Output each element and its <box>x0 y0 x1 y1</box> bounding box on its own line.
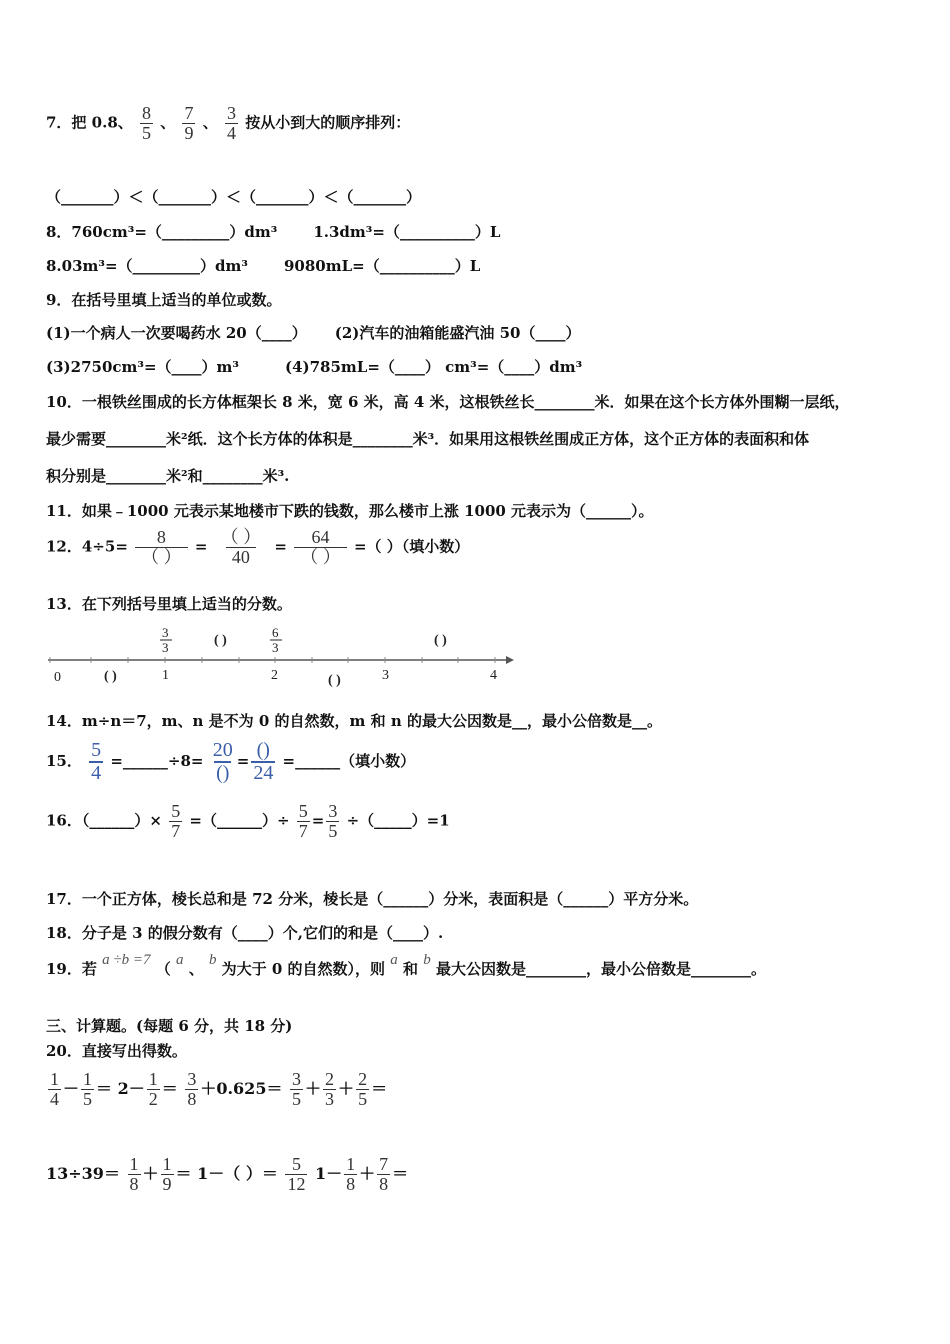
fraction: $\frac{1}{8}$ <box>346 1154 356 1194</box>
fraction: $\frac{20}{()}$ <box>212 739 233 784</box>
fraction: $\frac{1}{2}$ <box>148 1069 158 1109</box>
question-7: 7．把 0.8、 $\frac{8}{5}$ 、 $\frac{7}{9}$ 、 $\frac{3}{4}$ 按从小到大的顺序排列： <box>46 103 411 143</box>
question-20-row1: $\frac{1}{4}$ － $\frac{1}{5}$ ＝ 2－ $\frac{1}{2}$ ＝ $\frac{3}{8}$ ＋0.625＝ $\frac{3}{5}$ ＋ $\frac{2}{3}$ ＋ $\frac{2}{5}$ ＝ <box>50 1069 388 1109</box>
fraction: $\frac{8}{( )}$ <box>135 528 188 567</box>
question-9-line2: (3)2750cm³=（____）m³ (4)785mL=（____） cm³=（____）dm³ <box>46 358 583 376</box>
question-18: 18．分子是 3 的假分数有（____）个,它们的和是（____）. <box>46 924 444 942</box>
question-9-title: 9．在括号里填上适当的单位或数。 <box>46 291 282 309</box>
fraction: $\frac{3}{5}$ <box>292 1069 302 1109</box>
question-19: 19．若 a ÷b =7 （ a 、 b 为大于 0 的自然数），则 a 和 b 最大公因数是________，最小公倍数是________。 <box>46 952 767 978</box>
fraction: $\frac{1}{4}$ <box>50 1069 59 1109</box>
question-13-title: 13．在下列括号里填上适当的分数。 <box>46 595 292 613</box>
q7-suffix: 按从小到大的顺序排列： <box>245 113 411 132</box>
fraction: $\frac{3}{4}$ <box>226 103 236 143</box>
question-8-line1: 8．760cm³=（_________）dm³ 1.3dm³=（__________）L <box>46 223 501 241</box>
fraction: $\frac{5}{12}$ <box>287 1154 306 1194</box>
fraction: $\frac{7}{8}$ <box>379 1154 389 1194</box>
fraction: $\frac{2}{5}$ <box>358 1069 368 1109</box>
question-14: 14．m÷n＝7，m、n 是不为 0 的自然数，m 和 n 的最大公因数是__，最小公倍数是__。 <box>46 712 662 730</box>
fraction: $\frac{()}{24}$ <box>253 739 274 784</box>
question-12: 12．4÷5= $\frac{8}{( )}$ = $\frac{( )}{40}$ = $\frac{64}{( )}$ =（ ）（填小数） <box>46 527 470 567</box>
fraction: $\frac{3}{8}$ <box>187 1069 197 1109</box>
q7-prefix: 7．把 0.8、 <box>46 113 133 132</box>
fraction: $\frac{( )}{40}$ <box>220 527 262 567</box>
section-3-title: 三、计算题。(每题 6 分，共 18 分) <box>46 1017 293 1035</box>
fraction-numerator: 6 <box>272 625 279 640</box>
blank-above: ( ) <box>214 633 227 648</box>
number-line <box>46 622 516 696</box>
fraction: $\frac{1}{5}$ <box>83 1069 93 1109</box>
tick-label: 1 <box>162 668 169 683</box>
question-15: 15． $\frac{5}{4}$ =______÷8= $\frac{20}{()}$ = $\frac{()}{24}$ =______（填小数） <box>46 739 416 784</box>
question-16: 16．（______）× $\frac{5}{7}$ =（______）÷ $\frac{5}{7}$ = $\frac{3}{5}$ ÷（_____）=1 <box>46 801 450 841</box>
tick-label: 0 <box>54 670 61 685</box>
tick-label: 4 <box>490 668 497 683</box>
question-20-title: 20．直接写出得数。 <box>46 1042 187 1060</box>
fraction: $\frac{5}{7}$ <box>298 801 308 841</box>
question-20-row2: 13÷39＝ $\frac{1}{8}$ ＋ $\frac{1}{9}$ ＝ 1－（ ）＝ $\frac{5}{12}$ 1－ $\frac{1}{8}$ ＋ $\frac{7}{8}$ ＝ <box>46 1154 409 1194</box>
question-10-line1: 10．一根铁丝围成的长方体框架长 8 米，宽 6 米，高 4 米，这根铁丝长________米．如果在这个长方体外围糊一层纸， <box>46 393 850 411</box>
fraction: $\frac{1}{9}$ <box>162 1154 172 1194</box>
fraction-denominator: 3 <box>272 640 279 655</box>
question-9-line1: (1)一个病人一次要喝药水 20（____） (2)汽车的油箱能盛汽油 50（____） <box>46 324 581 342</box>
blank-below: ( ) <box>104 669 117 684</box>
fraction: $\frac{5}{4}$ <box>91 739 102 784</box>
blank-above: ( ) <box>434 633 447 648</box>
fraction-numerator: 3 <box>162 625 169 640</box>
tick-label: 3 <box>382 668 389 683</box>
question-10-line2: 最少需要________米²纸．这个长方体的体积是________米³．如果用这根铁丝围成正方体，这个正方体的表面积和体 <box>46 430 810 448</box>
blank-below: ( ) <box>328 673 341 688</box>
question-17: 17．一个正方体，棱长总和是 72 分米，棱长是（______）分米，表面积是（______）平方分米。 <box>46 890 699 908</box>
fraction: $\frac{1}{8}$ <box>129 1154 139 1194</box>
fraction: $\frac{8}{5}$ <box>142 103 151 143</box>
fraction: $\frac{3}{5}$ <box>328 801 338 841</box>
fraction: $\frac{2}{3}$ <box>325 1069 335 1109</box>
fraction: $\frac{64}{( )}$ <box>294 528 347 567</box>
question-10-line3: 积分别是________米²和________米³. <box>46 467 290 485</box>
arrow-icon <box>506 656 514 664</box>
q7-answer-blanks: （_______）＜（_______）＜（_______）＜（_______） <box>46 188 422 206</box>
fraction: $\frac{5}{7}$ <box>171 801 181 841</box>
question-11: 11．如果﹣1000 元表示某地楼市下跌的钱数，那么楼市上涨 1000 元表示为（______）。 <box>46 502 654 520</box>
fraction: $\frac{7}{9}$ <box>184 103 194 143</box>
question-8-line2: 8.03m³=（_________）dm³ 9080mL=（__________）L <box>46 257 481 275</box>
tick-label: 2 <box>271 668 278 683</box>
fraction-denominator: 3 <box>162 640 169 655</box>
